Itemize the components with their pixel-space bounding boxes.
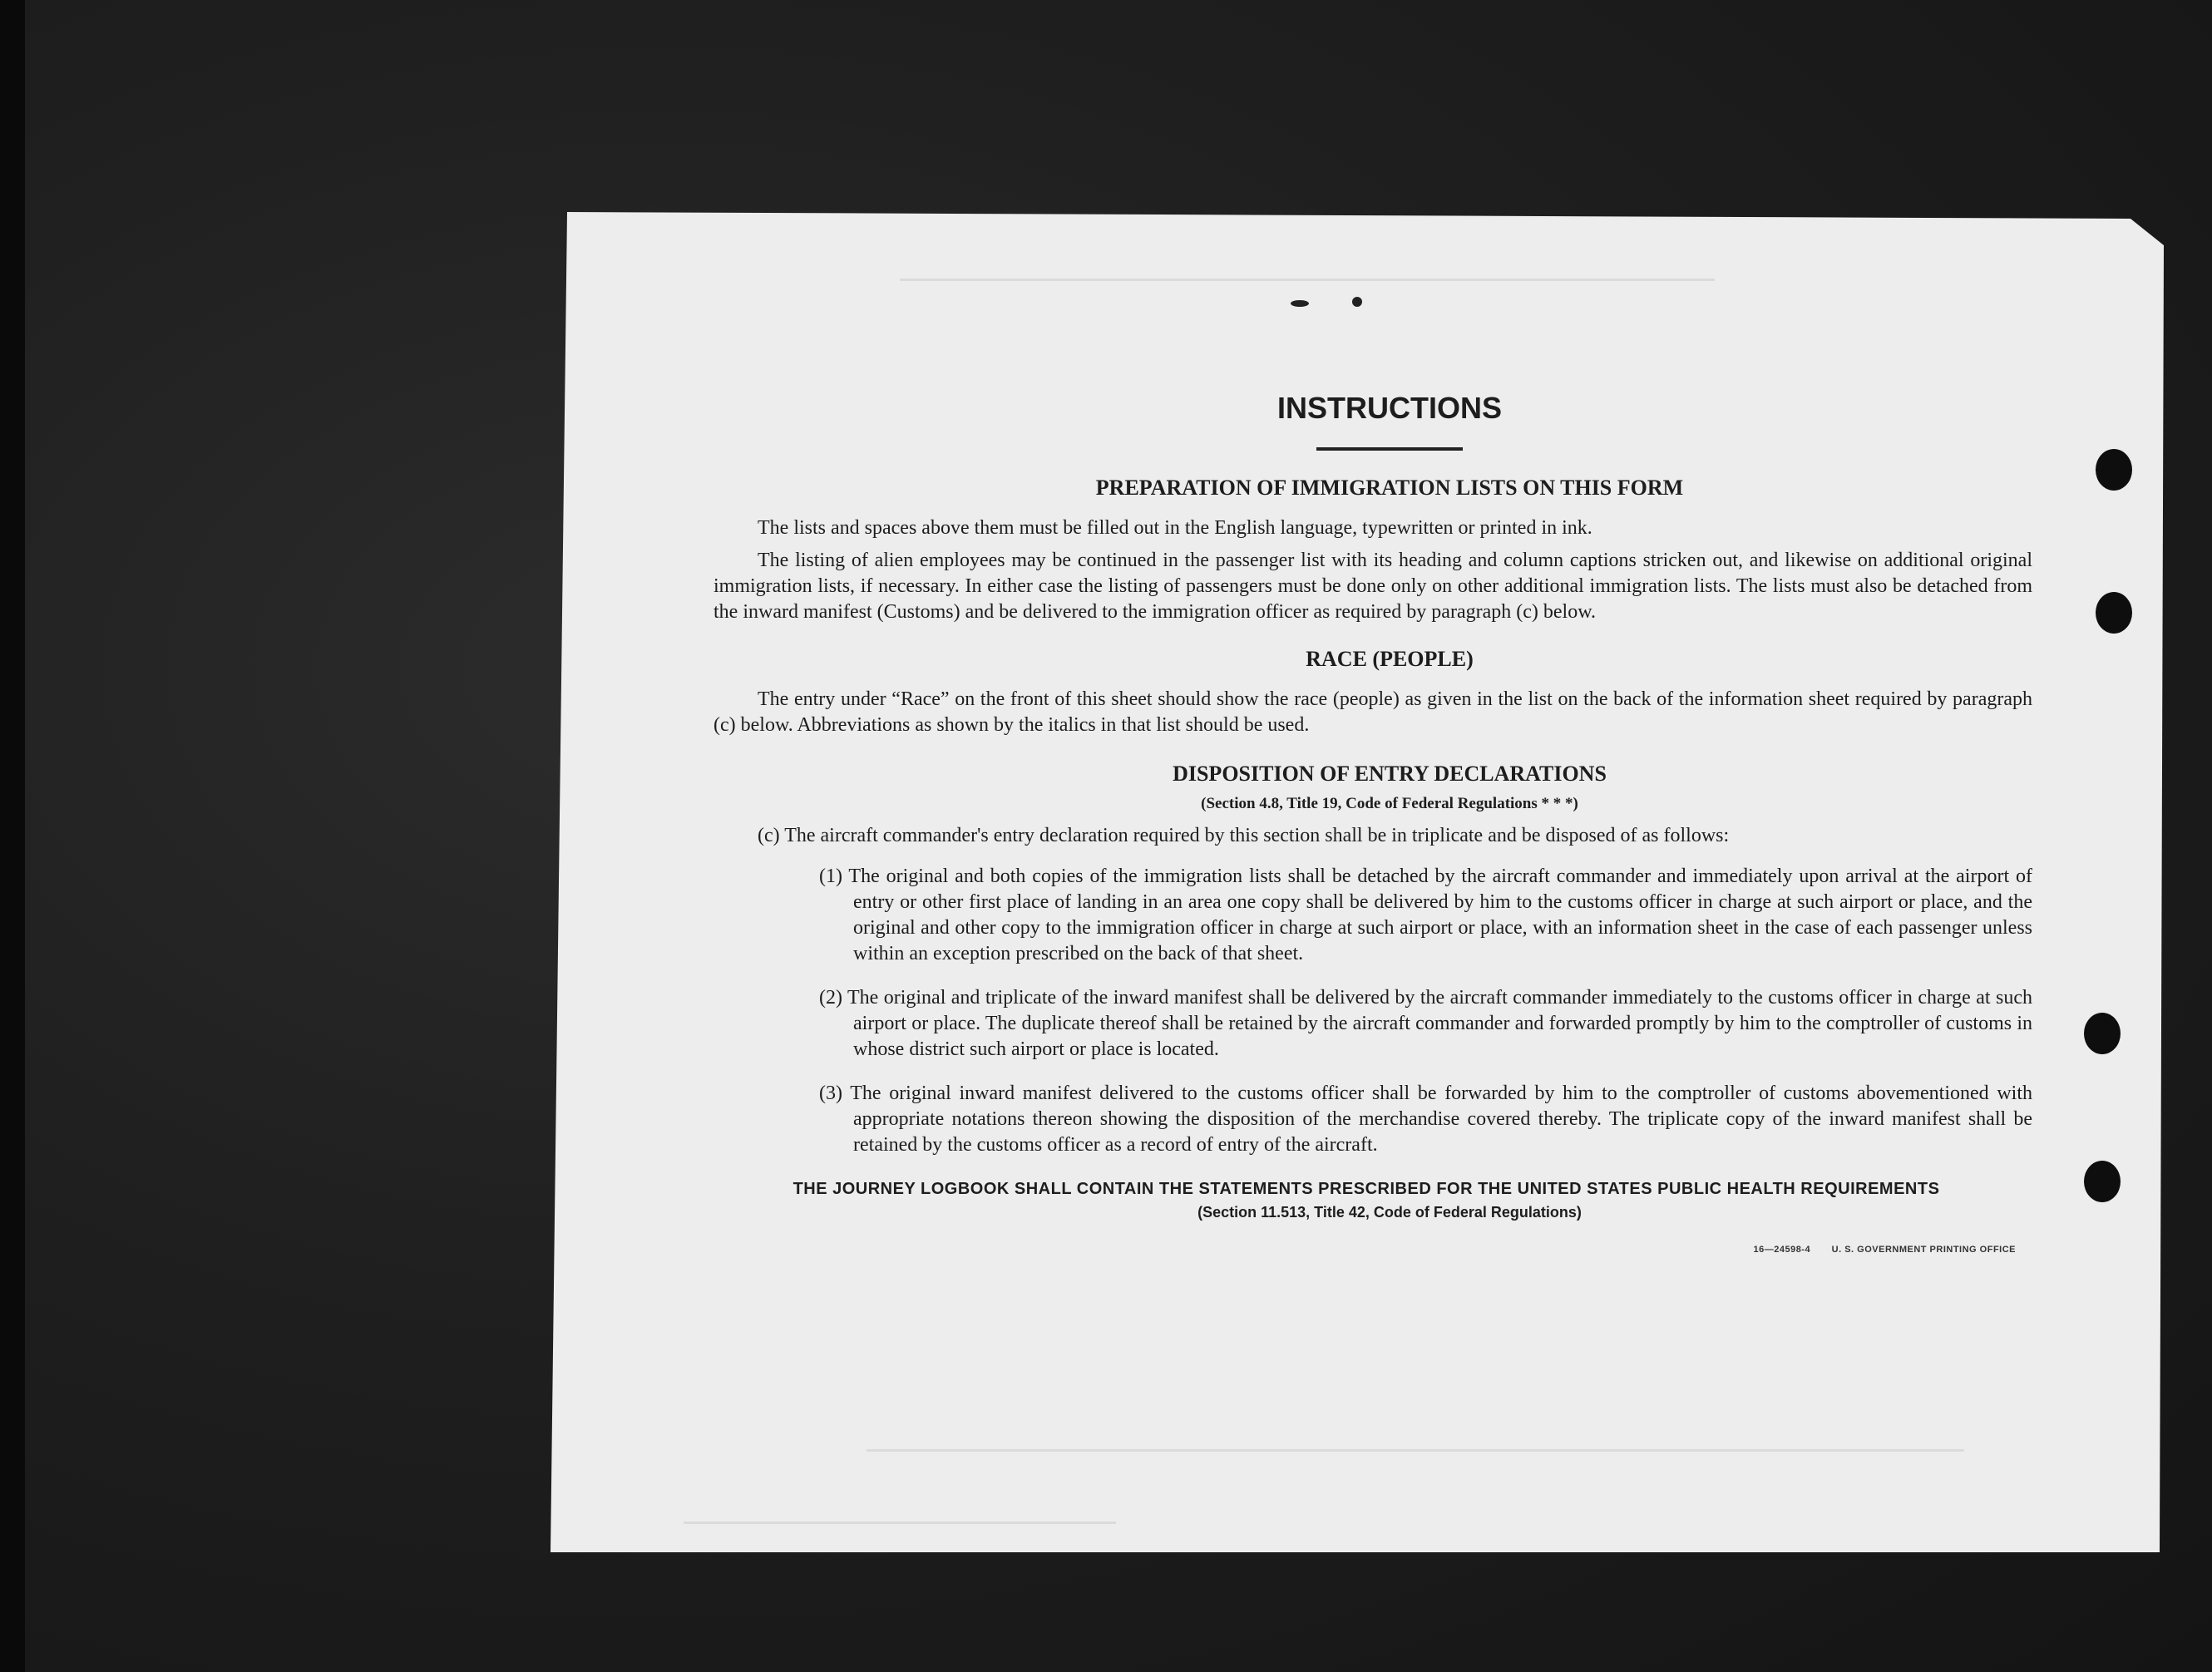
bleed-through-line bbox=[867, 1449, 1964, 1452]
page-title: INSTRUCTIONS bbox=[1277, 391, 1502, 425]
ink-speck bbox=[1352, 297, 1362, 307]
preparation-paragraph: The lists and spaces above them must be filled out in the English language, typewritten or printed in ink. bbox=[758, 517, 1592, 539]
disposition-intro: (c) The aircraft commander's entry declaration required by this section shall be in triplicate and be disposed of as follows: bbox=[758, 825, 1730, 846]
disposition-item: (2) The original and triplicate of the inward manifest shall be delivered by the aircraft commander immediately to the customs officer in charge at such airport or place. The duplicate thereof shall be retained by the aircraft commander and forwarded promptly by him to the comptroller of customs in whose district such airport or place is located. bbox=[819, 987, 2032, 1060]
disposition-heading: DISPOSITION OF ENTRY DECLARATIONS bbox=[1173, 762, 1607, 786]
preparation-paragraph: The listing of alien employees may be continued in the passenger list with its heading and column captions stricken out, and likewise on additional original immigration lists, if necessary. In either case the listing of passengers must be done only on other additional immigration lists. The lists must also be detached from the inward manifest (Customs) and be delivered to the immigration officer as required by paragraph (c) below. bbox=[713, 550, 2032, 623]
punch-hole bbox=[2096, 449, 2132, 491]
disposition-item: (3) The original inward manifest delivered to the customs officer shall be forwarded by him to the comptroller of customs abovementioned with appropriate notations thereon showing the disposition of the merchandise covered thereby. The triplicate copy of the inward manifest shall be retained by the customs officer as a record of entry of the aircraft. bbox=[819, 1083, 2032, 1156]
instructions-body bbox=[713, 391, 2032, 1255]
title-underline bbox=[1316, 447, 1463, 451]
form-number: 16—24598-4 bbox=[1753, 1245, 1811, 1255]
printing-imprint bbox=[713, 1245, 2032, 1255]
punch-hole bbox=[2096, 592, 2132, 634]
punch-hole bbox=[2084, 1161, 2121, 1202]
punch-hole bbox=[2084, 1013, 2121, 1054]
ink-speck bbox=[1291, 300, 1309, 307]
disposition-citation: (Section 4.8, Title 19, Code of Federal Regulations * * *) bbox=[1201, 795, 1578, 812]
preparation-heading: PREPARATION OF IMMIGRATION LISTS ON THIS FORM bbox=[1095, 476, 1684, 500]
race-paragraph: The entry under “Race” on the front of this sheet should show the race (people) as given in the list on the back of the information sheet required by paragraph (c) below. Abbreviations as shown by the italics in that list should be used. bbox=[713, 688, 2032, 736]
race-heading: RACE (PEOPLE) bbox=[1306, 647, 1474, 671]
logbook-statement: THE JOURNEY LOGBOOK SHALL CONTAIN THE STATEMENTS PRESCRIBED FOR THE UNITED STATES PUBLIC HEALTH REQUIREMENTS bbox=[792, 1180, 1940, 1198]
disposition-item: (1) The original and both copies of the immigration lists shall be detached by the aircraft commander and immediately upon arrival at the airport of entry or other first place of landing in an area one copy shall be delivered by him to the customs officer in charge at such airport or place, and the original and other copy to the immigration officer in charge at such airport or place, with an information sheet in the case of each passenger unless within an exception prescribed on the back of that sheet. bbox=[819, 866, 2032, 964]
scan-edge-band bbox=[0, 0, 25, 1672]
logbook-citation: (Section 11.513, Title 42, Code of Federal Regulations) bbox=[1197, 1204, 1582, 1221]
bleed-through-line bbox=[684, 1522, 1116, 1524]
printer-name: U. S. GOVERNMENT PRINTING OFFICE bbox=[1831, 1245, 2016, 1255]
bleed-through-line bbox=[900, 279, 1715, 281]
